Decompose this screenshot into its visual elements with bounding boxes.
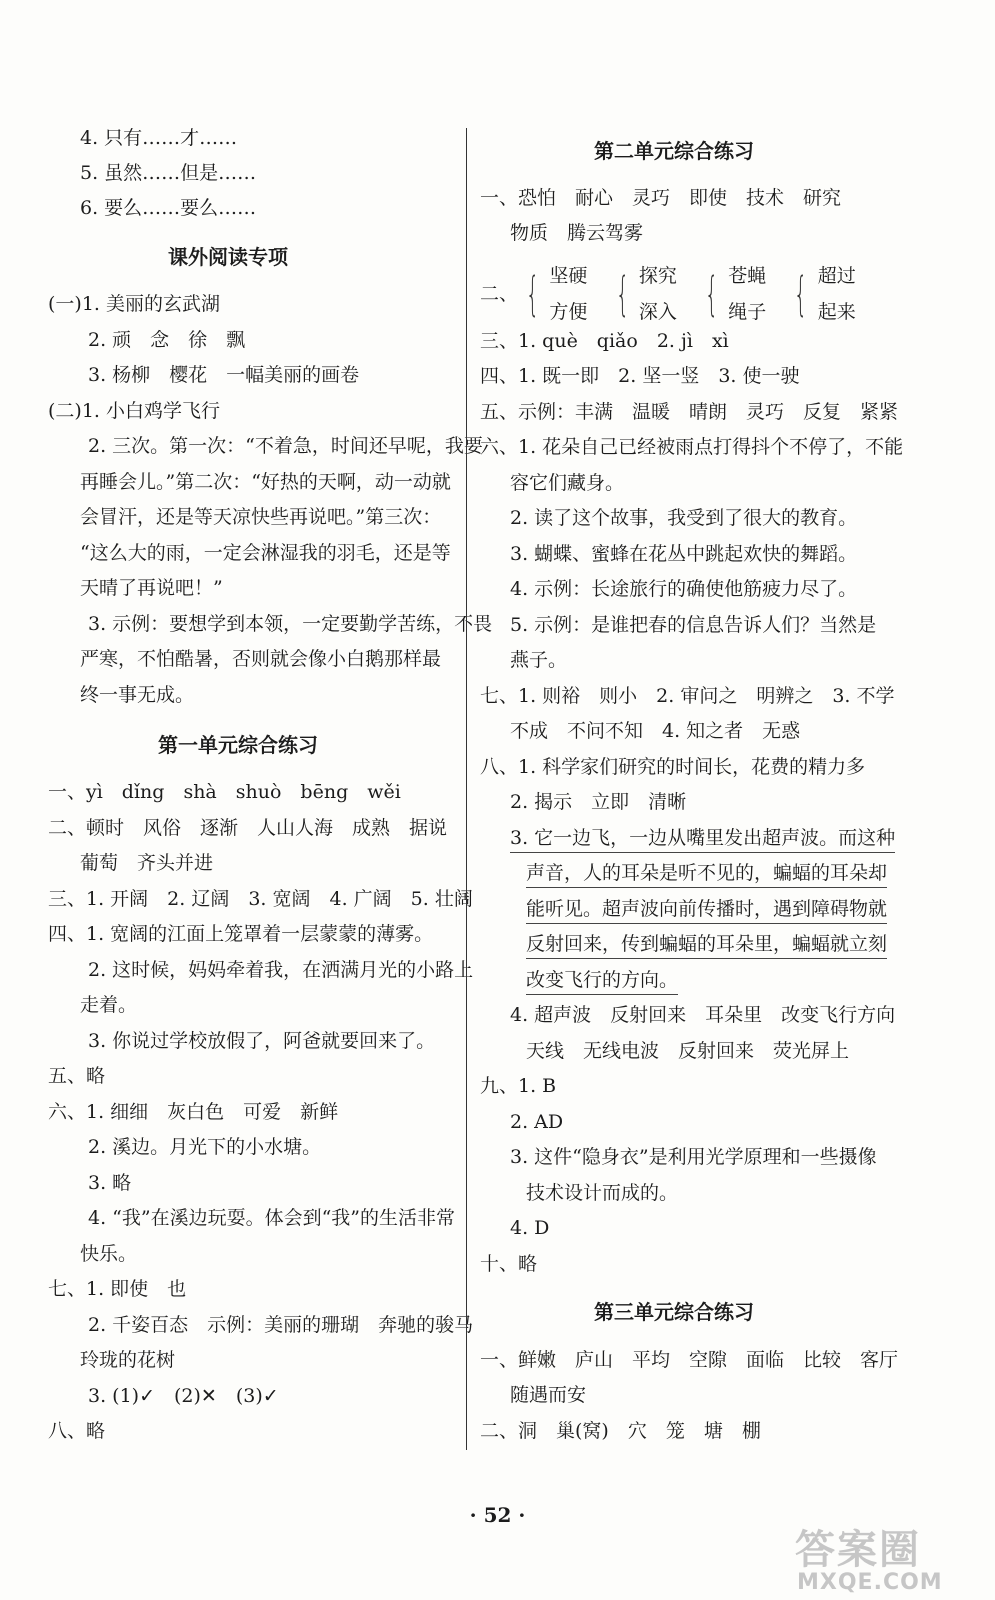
answer-line: 二、顿时 风俗 逐渐 人山人海 成熟 据说 [48, 817, 448, 839]
brace-icon: { [704, 267, 719, 321]
answer-line: 2. 读了这个故事，我受到了很大的教育。 [510, 507, 858, 529]
answer-line: 2. 揭示 立即 清晰 [510, 791, 687, 813]
word: 绳子 [728, 301, 767, 323]
answer-line: 物质 腾云驾雾 [510, 222, 644, 244]
answer-line: 快乐。 [80, 1243, 138, 1265]
answer-line: 终一事无成。 [80, 684, 195, 706]
watermark-url: MXQE.COM [797, 1570, 943, 1595]
answer-line: 七、1. 即使 也 [48, 1278, 187, 1300]
answer-line: 走着。 [80, 994, 138, 1016]
word: 苍蝇 [728, 265, 767, 287]
answer-line: 一、鲜嫩 庐山 平均 空隙 面临 比较 客厅 [480, 1349, 899, 1371]
answer-line: 八、略 [48, 1420, 106, 1442]
word: 坚硬 [549, 265, 588, 287]
word-pair [818, 258, 856, 330]
answer-line: 4. D [510, 1217, 550, 1239]
answer-line: 声音，人的耳朵是听不见的，蝙蝠的耳朵却 [526, 864, 887, 888]
page-number: · 52 · [469, 1503, 526, 1527]
word-pair [639, 258, 677, 330]
answer-line: 燕子。 [510, 649, 568, 671]
answer-line: 4. 示例：长途旅行的确使他筋疲力尽了。 [510, 578, 858, 600]
answer-line: 三、1. 开阔 2. 辽阔 3. 宽阔 4. 广阔 5. 壮阔 [48, 888, 473, 910]
section-heading: 第一单元综合练习 [158, 733, 318, 757]
word: 起来 [817, 301, 856, 323]
word-pair [549, 258, 587, 330]
answer-line: 2. 这时候，妈妈牵着我，在洒满月光的小路上 [88, 959, 474, 981]
brace-icon: { [526, 267, 540, 321]
answer-line: 严寒，不怕酷暑，否则就会像小白鹅那样最 [80, 648, 442, 670]
answer-line: 反射回来，传到蝙蝠的耳朵里，蝙蝠就立刻 [526, 935, 887, 959]
synonym-pairs [480, 258, 856, 330]
answer-line: 2. 顽 念 徐 飘 [88, 329, 246, 351]
answer-line: 5. 示例：是谁把春的信息告诉人们？当然是 [510, 614, 877, 636]
answer-line: 天线 无线电波 反射回来 荧光屏上 [526, 1040, 850, 1062]
answer-line: 2. 三次。第一次：“不着急，时间还早呢，我要 [88, 435, 483, 457]
column-divider [466, 128, 467, 1450]
word: 探究 [638, 265, 677, 287]
answer-line: 九、1. B [480, 1075, 557, 1097]
answer-line: 2. 溪边。月光下的小水塘。 [88, 1136, 322, 1158]
answer-line: 天晴了再说吧！” [80, 577, 223, 599]
brace-icon: { [794, 267, 808, 321]
answer-line: 3. 略 [88, 1172, 132, 1194]
word-pair [728, 258, 766, 330]
brace-icon: { [615, 267, 629, 321]
answer-line: 随遇而安 [510, 1384, 587, 1406]
answer-line: 3. 这件“隐身衣”是利用光学原理和一些摄像 [510, 1146, 877, 1168]
answer-line: 3. 你说过学校放假了，阿爸就要回来了。 [88, 1030, 436, 1052]
answer-line: 六、1. 花朵自己已经被雨点打得抖个不停了，不能 [480, 436, 904, 458]
answer-line: 四、1. 既一即 2. 坚一竖 3. 使一驶 [480, 365, 800, 387]
answer-line: 会冒汗，还是等天凉快些再说吧。”第三次： [80, 506, 442, 528]
section-heading: 第二单元综合练习 [594, 139, 754, 163]
word: 深入 [638, 301, 677, 323]
answer-line: “这么大的雨，一定会淋湿我的羽毛，还是等 [80, 542, 451, 564]
section-heading: 第三单元综合练习 [594, 1300, 754, 1324]
answer-line: 四、1. 宽阔的江面上笼罩着一层蒙蒙的薄雾。 [48, 923, 434, 945]
answer-line: 葡萄 齐头并进 [80, 852, 214, 874]
answer-line: 4. 超声波 反射回来 耳朵里 改变飞行方向 [510, 1004, 896, 1026]
answer-line: 十、略 [480, 1253, 538, 1275]
answer-line: 三、1. què qiǎo 2. jì xì [480, 330, 729, 352]
answer-line: 八、1. 科学家们研究的时间长，花费的精力多 [480, 756, 866, 778]
answer-line: 4. 只有……才…… [80, 127, 238, 149]
answer-line: 能听见。超声波向前传播时，遇到障碍物就 [526, 900, 887, 924]
answer-line: 3. 蝴蝶、蜜蜂在花丛中跳起欢快的舞蹈。 [510, 543, 858, 565]
answer-line: 五、示例：丰满 温暖 晴朗 灵巧 反复 紧紧 [480, 401, 899, 423]
answer-line: 2. AD [510, 1111, 564, 1133]
answer-line: (一)1. 美丽的玄武湖 [48, 293, 220, 315]
answer-line: 4. “我”在溪边玩耍。体会到“我”的生活非常 [88, 1207, 456, 1229]
answer-line: (二)1. 小白鸡学飞行 [48, 400, 220, 422]
answer-line: 不成 不问不知 4. 知之者 无惑 [510, 720, 801, 742]
word: 方便 [549, 301, 588, 323]
answer-line: 3. 杨柳 樱花 一幅美丽的画卷 [88, 364, 360, 386]
watermark-logo [795, 1518, 990, 1598]
section-heading: 课外阅读专项 [168, 245, 288, 269]
question-number: 二、 [480, 283, 519, 305]
answer-line: 玲珑的花树 [80, 1349, 176, 1371]
answer-line: 3. 它一边飞，一边从嘴里发出超声波。而这种 [510, 829, 895, 853]
answer-line: 3. 示例：要想学到本领，一定要勤学苦练，不畏 [88, 613, 493, 635]
answer-line: 容它们藏身。 [510, 472, 625, 494]
word: 超过 [817, 265, 856, 287]
answer-line: 3. (1)✓ (2)✕ (3)✓ [88, 1385, 279, 1407]
answer-line: 技术设计而成的。 [526, 1182, 679, 1204]
watermark-text: 答案圈 [795, 1527, 921, 1573]
answer-line: 七、1. 则裕 则小 2. 审问之 明辨之 3. 不学 [480, 685, 895, 707]
answer-line: 5. 虽然……但是…… [80, 162, 257, 184]
answer-line: 改变飞行的方向。 [526, 971, 678, 995]
answer-line: 6. 要么……要么…… [80, 197, 257, 219]
answer-line: 再睡会儿。”第二次：“好热的天啊，动一动就 [80, 471, 451, 493]
answer-line: 五、略 [48, 1065, 106, 1087]
answer-line: 一、yì dǐng shà shuò bēng wěi [48, 781, 401, 803]
answer-line: 六、1. 细细 灰白色 可爱 新鲜 [48, 1101, 339, 1123]
answer-line: 一、恐怕 耐心 灵巧 即使 技术 研究 [480, 187, 842, 209]
answer-line: 2. 千姿百态 示例：美丽的珊瑚 奔驰的骏马 [88, 1314, 474, 1336]
answer-line: 二、洞 巢(窝) 穴 笼 塘 棚 [480, 1420, 761, 1442]
